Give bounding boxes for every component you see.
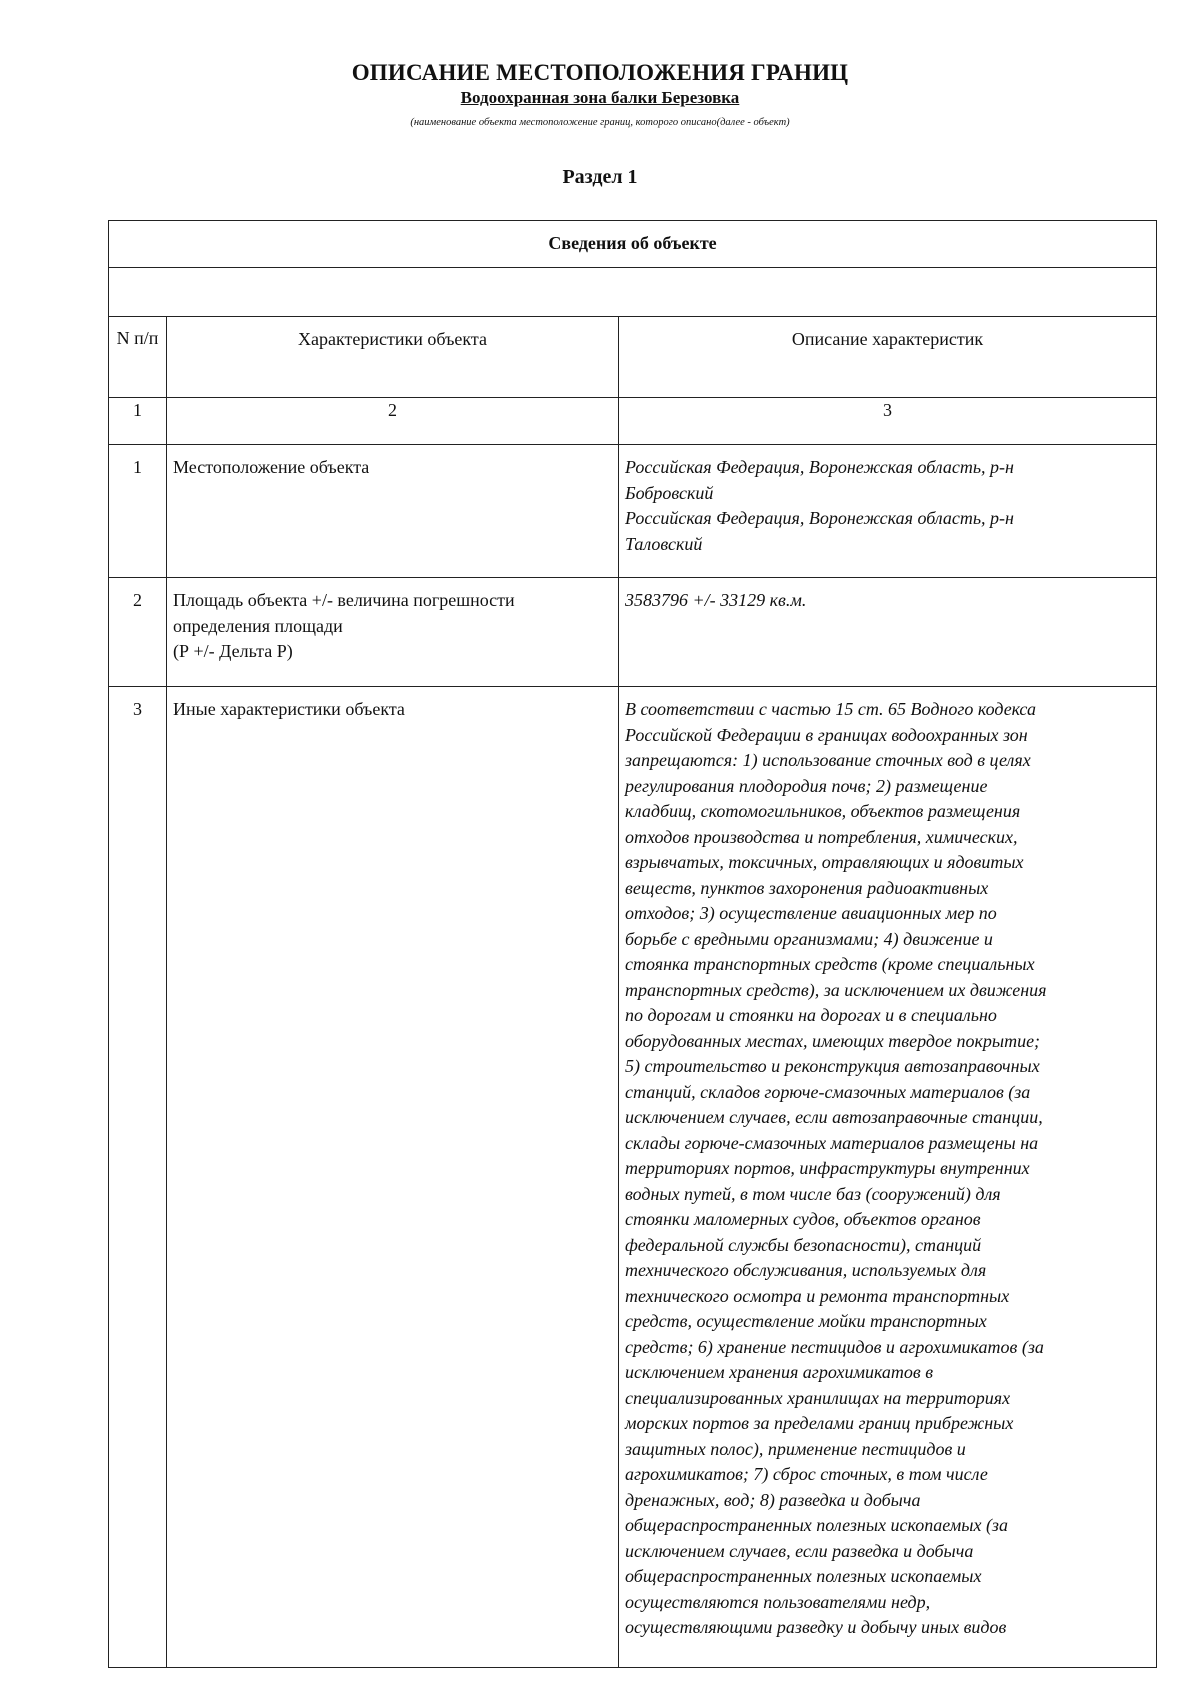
description-line: веществ, пунктов захоронения радиоактивных bbox=[625, 877, 989, 898]
object-info-table bbox=[108, 220, 1157, 1668]
description-line: технического осмотра и ремонта транспортных bbox=[625, 1285, 1010, 1306]
row-number: 3 bbox=[109, 687, 167, 1668]
description-line: 5) строительство и реконструкция автозаправочных bbox=[625, 1056, 1040, 1076]
description-line: водных путей, в том числе баз (сооружений) для bbox=[625, 1183, 1001, 1204]
description-line: оборудованных местах, имеющих твердое покрытие; bbox=[625, 1030, 1041, 1051]
description-line: дренажных, вод; 8) разведка и добыча bbox=[625, 1489, 921, 1510]
row-number: 1 bbox=[109, 445, 167, 578]
description-line: отходов; 3) осуществление авиационных мер по bbox=[625, 903, 997, 923]
description-line: защитных полос), применение пестицидов и bbox=[625, 1438, 966, 1459]
description-line: Таловский bbox=[625, 533, 703, 554]
column-header-characteristic: Характеристики объекта bbox=[167, 317, 619, 398]
column-number-2: 2 bbox=[167, 398, 619, 445]
blank-row bbox=[109, 268, 1157, 317]
description-line: по дорогам и стоянки на дорогах и в специально bbox=[625, 1005, 997, 1025]
description-line: осуществляющими разведку и добычу иных видов bbox=[625, 1617, 1007, 1637]
description-line: взрывчатых, токсичных, отравляющих и ядовитых bbox=[625, 852, 1024, 872]
column-number-row bbox=[109, 398, 1157, 445]
column-number-3: 3 bbox=[619, 398, 1157, 445]
column-number-1: 1 bbox=[109, 398, 167, 445]
table-row bbox=[109, 445, 1157, 578]
description-line: отходов производства и потребления, химических, bbox=[625, 826, 1018, 847]
row-characteristic: Местоположение объекта bbox=[167, 445, 619, 578]
column-header-num: N п/п bbox=[109, 317, 167, 398]
description-line: В соответствии с частью 15 ст. 65 Водного кодекса bbox=[625, 699, 1036, 719]
description-line: Российская Федерация, Воронежская область, р-н bbox=[625, 457, 1014, 477]
description-line: средств; 6) хранение пестицидов и агрохимикатов (за bbox=[625, 1336, 1044, 1357]
object-name: Водоохранная зона балки Березовка bbox=[460, 88, 740, 107]
row-description bbox=[619, 687, 1157, 1668]
column-header-row bbox=[109, 317, 1157, 398]
description-line: общераспространенных полезных ископаемых bbox=[625, 1566, 982, 1586]
description-line: исключением случаев, если автозаправочные станции, bbox=[625, 1107, 1043, 1127]
characteristic-line: Площадь объекта +/- величина погрешности bbox=[173, 590, 515, 610]
description-line: исключением хранения агрохимикатов в bbox=[625, 1362, 934, 1382]
description-line: регулирования плодородия почв; 2) размещение bbox=[625, 775, 988, 796]
description-line: исключением случаев, если разведка и добыча bbox=[625, 1540, 974, 1561]
description-line: технического обслуживания, используемых для bbox=[625, 1260, 987, 1280]
description-line: стоянки маломерных судов, объектов органов bbox=[625, 1209, 981, 1229]
description-line: агрохимикатов; 7) сброс сточных, в том числе bbox=[625, 1464, 988, 1484]
description-line: морских портов за пределами границ прибрежных bbox=[625, 1413, 1014, 1433]
description-line: склады горюче-смазочных материалов размещены на bbox=[625, 1132, 1039, 1153]
description-line: специализированных хранилищах на территориях bbox=[625, 1387, 1011, 1408]
description-line: федеральной службы безопасности), станций bbox=[625, 1234, 982, 1255]
table-row bbox=[109, 687, 1157, 1668]
row-characteristic: Иные характеристики объекта bbox=[167, 687, 619, 1668]
column-header-description: Описание характеристик bbox=[619, 317, 1157, 398]
characteristic-line: (Р +/- Дельта Р) bbox=[173, 641, 293, 661]
row-description: 3583796 +/- 33129 кв.м. bbox=[619, 578, 1157, 687]
page-title: ОПИСАНИЕ МЕСТОПОЛОЖЕНИЯ ГРАНИЦ bbox=[351, 60, 849, 85]
characteristic-line: определения площади bbox=[173, 615, 343, 636]
description-line: общераспространенных полезных ископаемых (за bbox=[625, 1515, 1008, 1535]
row-description bbox=[619, 445, 1157, 578]
table-title: Сведения об объекте bbox=[109, 221, 1157, 268]
description-line: транспортных средств), за исключением их движения bbox=[625, 979, 1047, 1000]
section-title: Раздел 1 bbox=[562, 166, 638, 188]
description-line: Российской Федерации в границах водоохранных зон bbox=[625, 724, 1028, 745]
description-line: Российская Федерация, Воронежская область, р-н bbox=[625, 508, 1014, 528]
description-line: стоянка транспортных средств (кроме специальных bbox=[625, 954, 1035, 974]
description-line: кладбищ, скотомогильников, объектов размещения bbox=[625, 801, 1021, 821]
description-line: средств, осуществление мойки транспортных bbox=[625, 1311, 987, 1331]
table-row bbox=[109, 578, 1157, 687]
object-name-caption: (наименование объекта местоположение границ, которого описано(далее - объект) bbox=[410, 117, 790, 128]
description-line: станций, складов горюче-смазочных материалов (за bbox=[625, 1081, 1031, 1102]
description-line: осуществляются пользователями недр, bbox=[625, 1591, 931, 1612]
description-line: территориях портов, инфраструктуры внутренних bbox=[625, 1158, 1030, 1178]
description-line: борьбе с вредными организмами; 4) движение и bbox=[625, 928, 993, 949]
description-line: запрещаются: 1) использование сточных вод в целях bbox=[625, 750, 1031, 770]
description-line: Бобровский bbox=[625, 482, 714, 503]
row-characteristic bbox=[167, 578, 619, 687]
row-number: 2 bbox=[109, 578, 167, 687]
